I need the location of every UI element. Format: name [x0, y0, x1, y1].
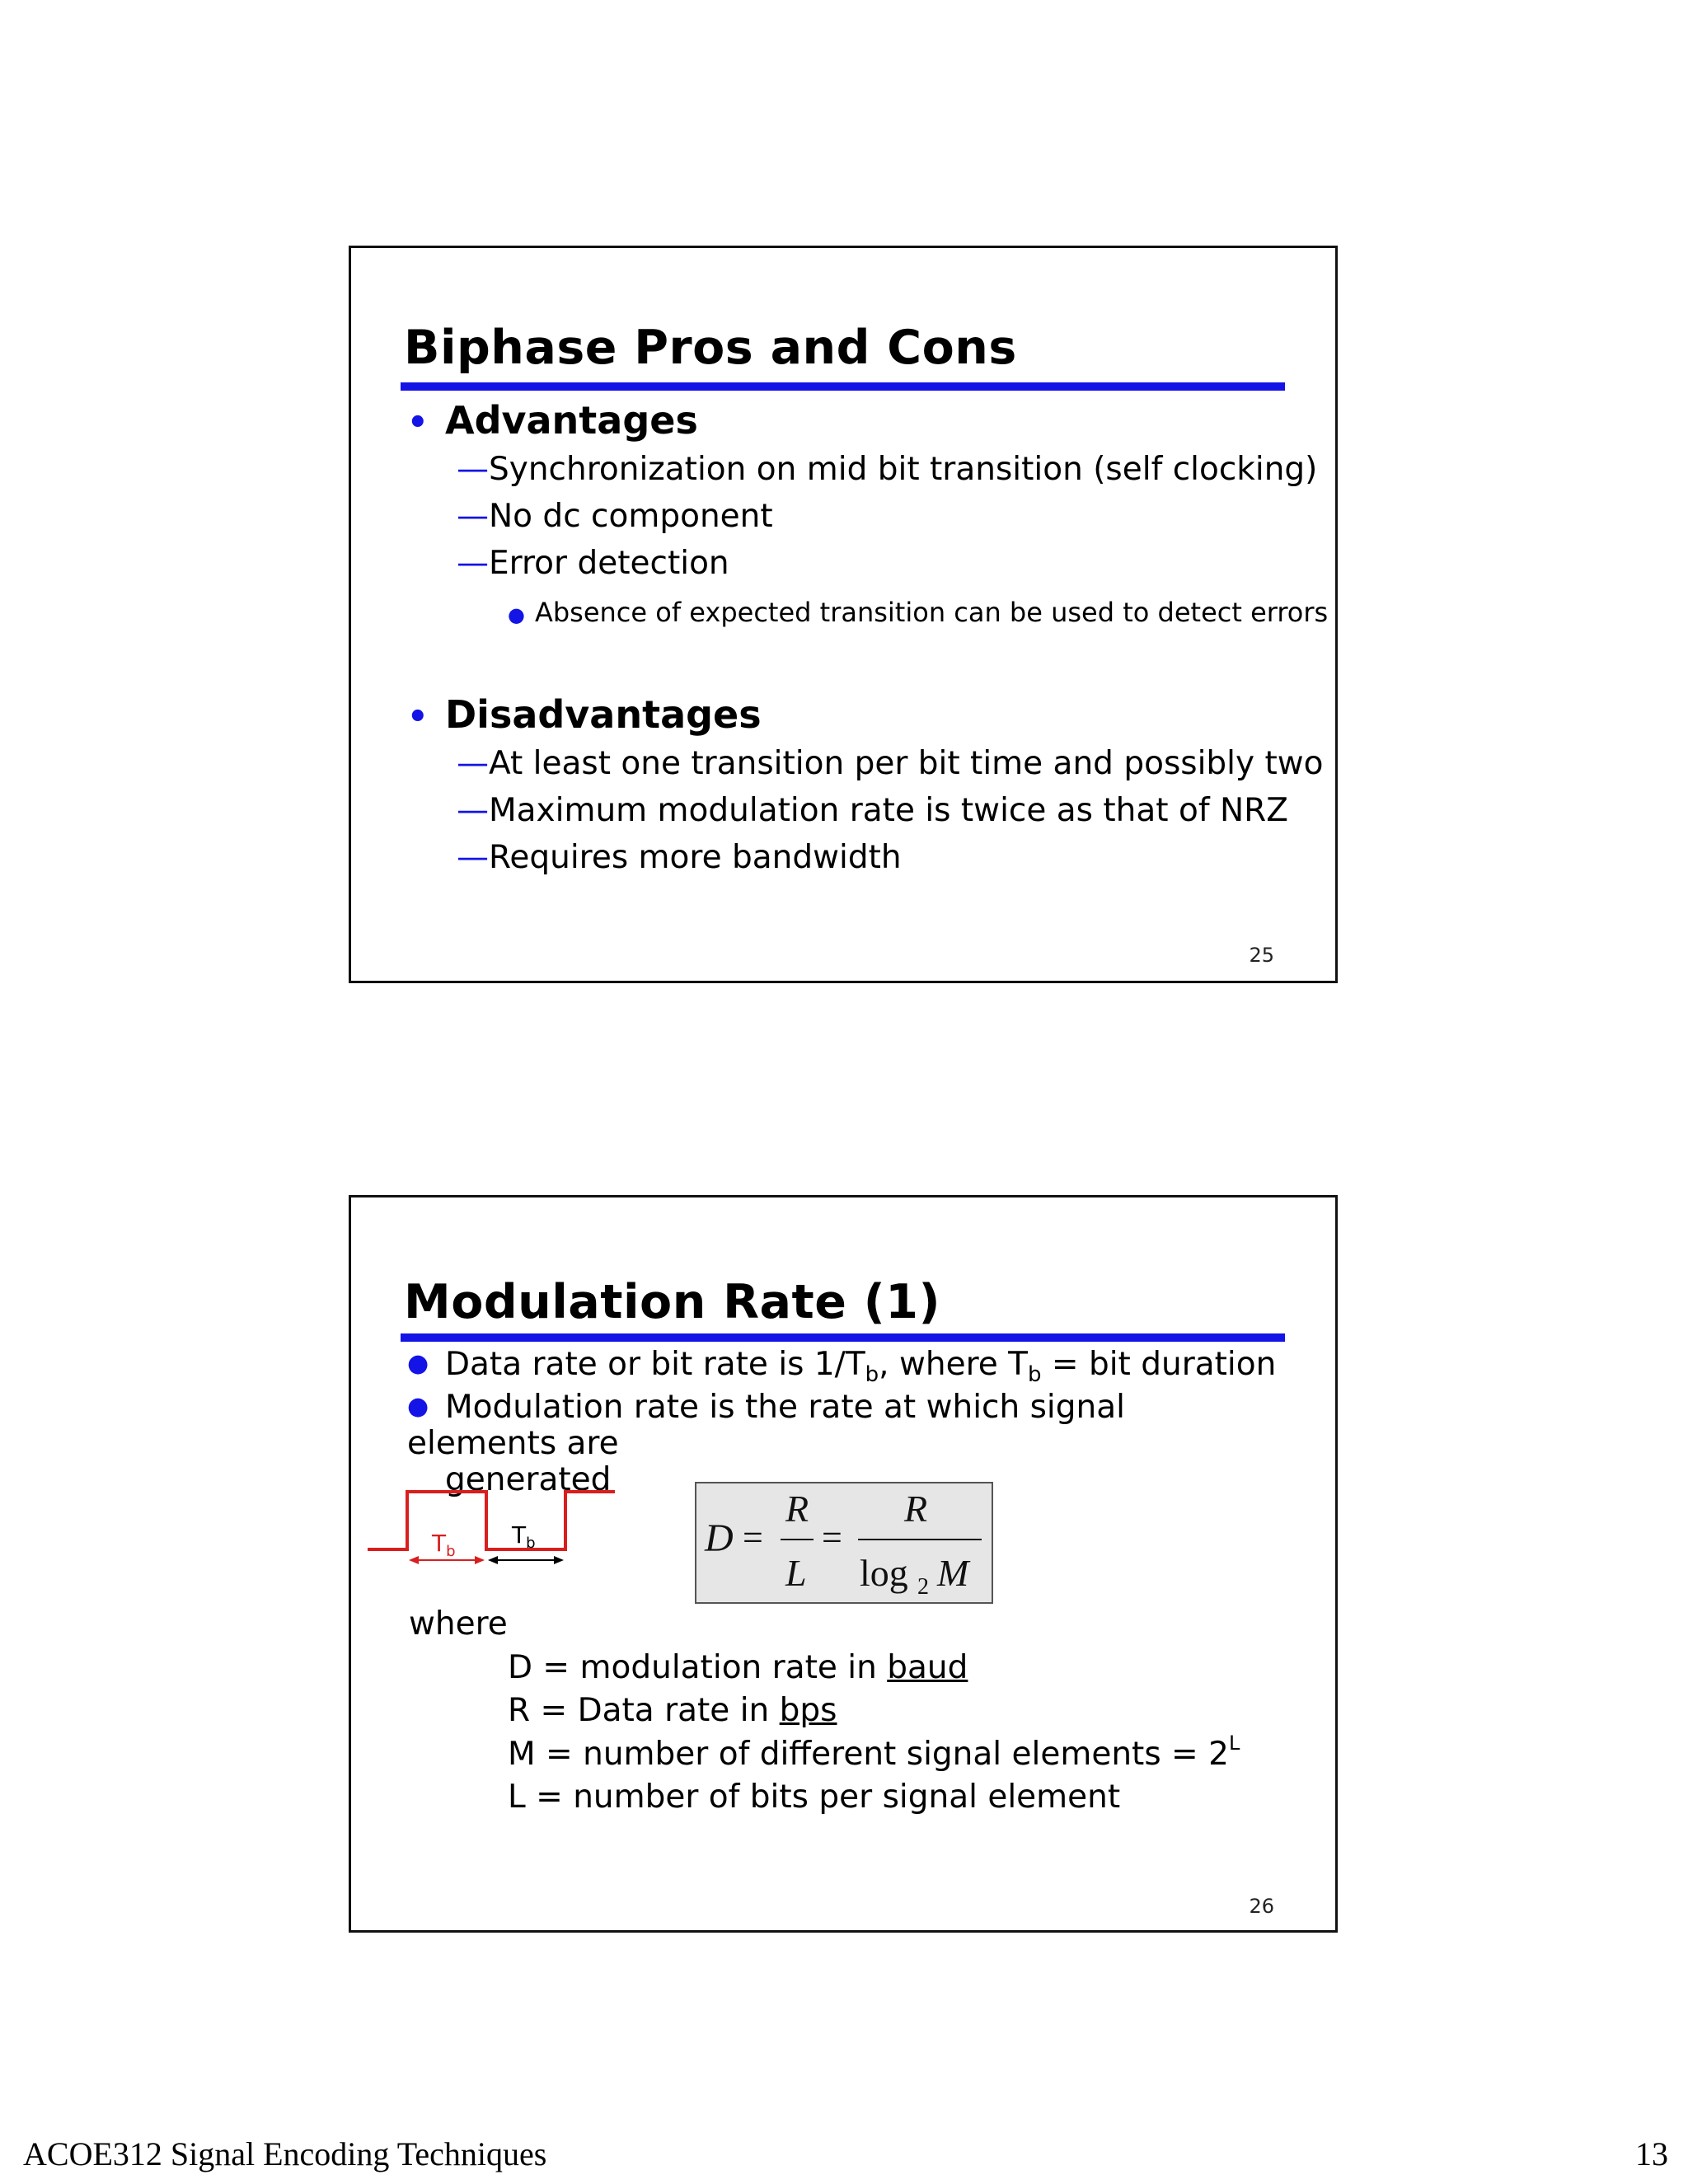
list-item [457, 743, 1324, 785]
pulse-waveform [368, 1492, 615, 1549]
list-item [457, 449, 1317, 490]
where-label: where [409, 1605, 508, 1643]
bps-link[interactable]: bps [779, 1692, 837, 1729]
title-underline [401, 382, 1285, 391]
slide-number: 25 [1249, 944, 1274, 967]
bullet-icon: • [407, 404, 429, 442]
baud-link[interactable]: baud [887, 1649, 968, 1686]
slide-25 [349, 246, 1338, 983]
tb-label-black: $T_b$ [512, 1521, 536, 1552]
slide-title: Modulation Rate (1) [404, 1275, 941, 1329]
bullet-text: Modulation rate is the rate at which signal elements are [407, 1389, 1125, 1462]
bullet-text-continuation: generated [445, 1461, 612, 1498]
definition-r [508, 1692, 837, 1729]
bullet-text: = bit duration [1041, 1346, 1277, 1383]
formula-equals: = [822, 1517, 842, 1558]
formula-equals: = [743, 1517, 763, 1558]
formula-L: L [785, 1552, 807, 1594]
bullet-text: , where T [879, 1346, 1028, 1383]
bullet-icon: ● [508, 603, 525, 626]
list-item [457, 543, 729, 584]
list-item-text: At least one transition per bit time and possibly two [489, 745, 1324, 782]
slide-title: Biphase Pros and Cons [404, 321, 1017, 375]
bullet-icon: • [407, 698, 429, 736]
list-item-text: Synchronization on mid bit transition (self clocking) [489, 451, 1318, 488]
disadvantages-heading [407, 693, 762, 738]
definition-text: D = modulation rate in [508, 1649, 888, 1686]
arrowhead [409, 1556, 419, 1564]
formula-D: D [705, 1516, 734, 1560]
definition-m [508, 1732, 1240, 1773]
formula-R: R [904, 1488, 928, 1530]
bullet-data-rate [407, 1346, 1281, 1387]
sub-list-item [508, 596, 1328, 631]
dash-icon: — [457, 498, 489, 535]
dash-icon: — [457, 545, 489, 582]
sub-list-item-text: Absence of expected transition can be used to detect errors [534, 597, 1329, 628]
definition-text: R = Data rate in [508, 1692, 780, 1729]
bit-duration-diagram [368, 1482, 615, 1581]
title-underline [401, 1333, 1285, 1342]
formula-R: R [785, 1488, 809, 1530]
advantages-heading [407, 399, 698, 444]
list-item-text: Error detection [489, 545, 729, 582]
subscript: b [1027, 1362, 1042, 1387]
formula-M: M [937, 1552, 969, 1594]
arrowhead [488, 1556, 498, 1564]
definition-l: L = number of bits per signal element [508, 1779, 1121, 1816]
dash-icon: — [457, 839, 489, 876]
formula-log: log [860, 1552, 908, 1594]
list-item [457, 790, 1288, 832]
footer-page-number: 13 [1635, 2135, 1668, 2172]
footer-course-title: ACOE312 Signal Encoding Techniques [23, 2135, 547, 2172]
advantages-label: Advantages [445, 398, 698, 443]
arrowhead [554, 1556, 564, 1564]
bullet-text: Data rate or bit rate is 1/T [445, 1346, 865, 1383]
subscript: b [865, 1362, 879, 1387]
dash-icon: — [457, 792, 489, 829]
tb-label-red: $T_b$ [432, 1530, 456, 1560]
dash-icon: — [457, 745, 489, 782]
disadvantages-label: Disadvantages [445, 692, 762, 737]
arrowhead [475, 1556, 485, 1564]
list-item [457, 837, 902, 879]
bullet-icon: ● [407, 1392, 429, 1421]
definition-text: M = number of different signal elements = 2 [508, 1736, 1229, 1773]
formula-svg [696, 1483, 992, 1602]
slide-number: 26 [1249, 1895, 1274, 1918]
formula-log-base: 2 [917, 1574, 929, 1600]
list-item-text: Requires more bandwidth [489, 839, 902, 876]
definition-d [508, 1649, 968, 1686]
modulation-rate-formula [695, 1482, 993, 1604]
bullet-icon: ● [407, 1349, 429, 1378]
list-item-text: No dc component [489, 498, 773, 535]
list-item-text: Maximum modulation rate is twice as that of NRZ [489, 792, 1288, 829]
list-item [457, 496, 773, 537]
superscript: L [1228, 1732, 1240, 1755]
slide-26 [349, 1195, 1338, 1933]
dash-icon: — [457, 451, 489, 488]
